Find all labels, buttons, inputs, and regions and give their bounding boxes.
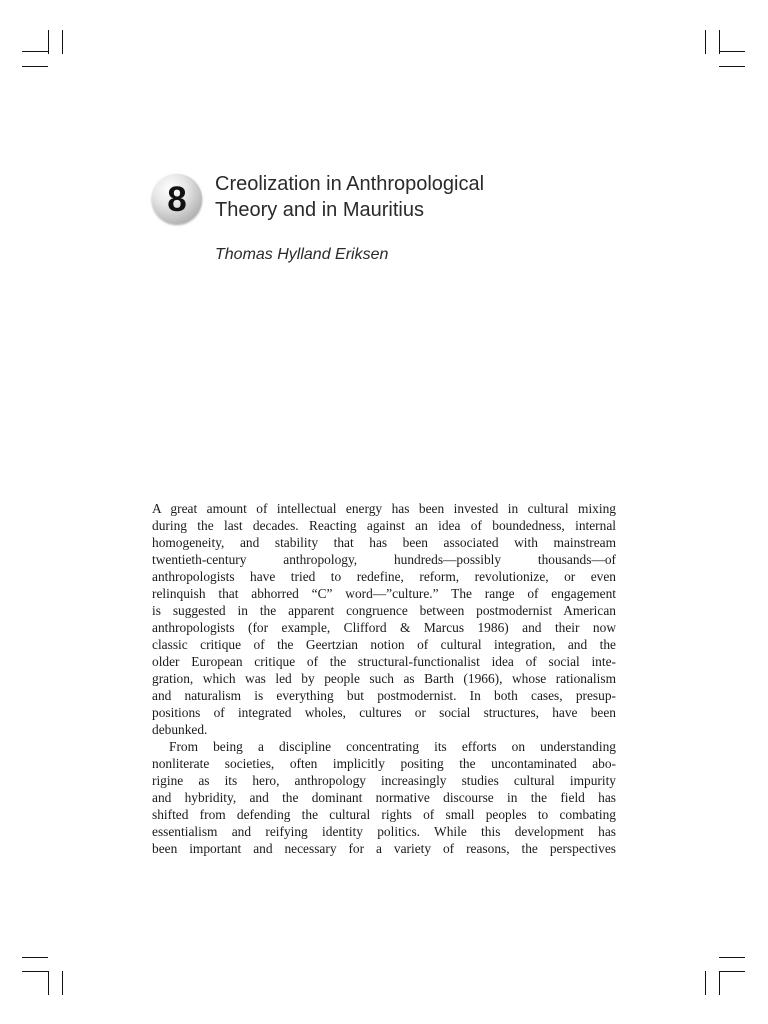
crop-mark [719,971,720,995]
text-line: anthropologists have tried to redefine, reform, revolutionize, or even [152,569,616,584]
chapter-title [215,171,635,223]
text-line: nonliterate societies, often implicitly positing the uncontaminated abo- [152,756,616,771]
text-line: and naturalism is everything but postmodernist. In both cases, presup- [152,688,616,703]
crop-mark [705,971,706,995]
crop-mark [62,30,63,54]
text-line: and hybridity, and the dominant normative discourse in the field has [152,790,616,805]
text-line: classic critique of the Geertzian notion of cultural integration, and the [152,637,616,652]
text-line: positions of integrated wholes, cultures or social structures, have been [152,705,616,720]
body-text [152,500,616,857]
crop-mark [719,51,745,52]
crop-mark [705,30,706,54]
chapter-number: 8 [167,179,187,219]
crop-mark [62,971,63,995]
text-line: A great amount of intellectual energy has been invested in cultural mixing [152,501,616,516]
text-line: been important and necessary for a variety of reasons, the perspectives [152,841,616,856]
crop-mark [719,971,745,972]
crop-mark [22,957,48,958]
chapter-number-badge [152,174,202,224]
text-line: From being a discipline concentrating its efforts on understanding [169,739,616,754]
crop-mark [719,957,745,958]
crop-mark [22,971,48,972]
text-line: is suggested in the apparent congruence between postmodernist American [152,603,616,618]
chapter-title-line: Creolization in Anthropological [215,173,485,195]
text-line: twentieth-century anthropology, hundreds—possibly thousands—of [152,552,616,567]
chapter-title-line: Theory and in Mauritius [215,199,424,221]
text-line: gration, which was led by people such as Barth (1966), whose rationalism [152,671,616,686]
text-line: essentialism and reifying identity politics. While this development has [152,824,616,839]
text-line: older European critique of the structural-functionalist idea of social inte- [152,654,616,669]
text-line: debunked. [152,722,208,737]
text-line: during the last decades. Reacting against an idea of boundedness, internal [152,518,616,533]
crop-mark [48,30,49,54]
crop-mark [22,66,48,67]
crop-mark [48,971,49,995]
paragraph [152,738,616,857]
crop-mark [22,51,48,52]
text-line: homogeneity, and stability that has been associated with mainstream [152,535,616,550]
paragraph [152,500,616,738]
text-line: relinquish that abhorred “C” word—”culture.” The range of engagement [152,586,616,601]
crop-mark [719,66,745,67]
text-line: shifted from defending the cultural rights of small peoples to combating [152,807,616,822]
author-name: Thomas Hylland Eriksen [215,246,389,263]
text-line: rigine as its hero, anthropology increasingly studies cultural impurity [152,773,616,788]
text-line: anthropologists (for example, Clifford & Marcus 1986) and their now [152,620,616,635]
